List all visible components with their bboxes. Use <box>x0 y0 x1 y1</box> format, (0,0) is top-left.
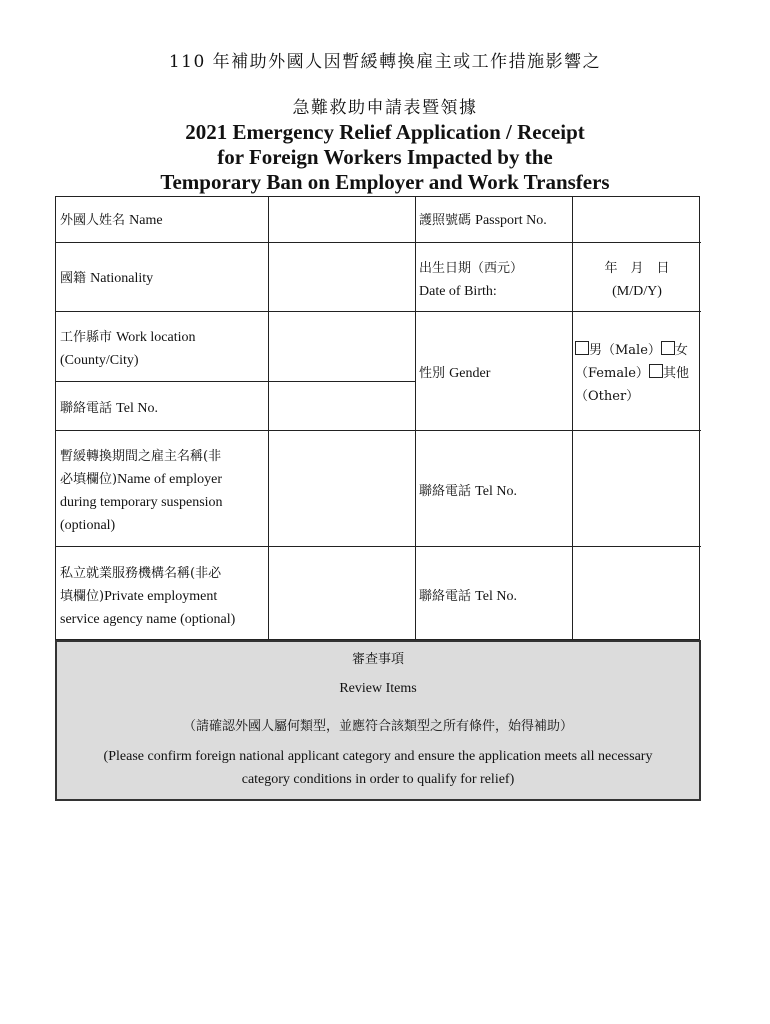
female-checkbox[interactable] <box>661 341 675 355</box>
review-heading-en: Review Items <box>339 681 417 696</box>
review-note-en-line2: category conditions in order to qualify for relief) <box>241 772 515 787</box>
employer-tel-field[interactable] <box>573 431 701 546</box>
employer-label: 暫緩轉換期間之雇主名稱(非 必填欄位)Name of employer during temporary suspension (optional) <box>60 449 223 533</box>
review-items-section <box>55 640 701 801</box>
male-label: 男（Male） <box>589 343 661 358</box>
name-field[interactable] <box>269 197 415 242</box>
title-en-line1: 2021 Emergency Relief Application / Receipt <box>185 120 585 144</box>
title-zh-line1: 110 年補助外國人因暫緩轉換雇主或工作措施影響之 <box>168 52 602 72</box>
tel-field[interactable] <box>269 382 415 430</box>
passport-field[interactable] <box>573 197 701 242</box>
employer-tel-label: 聯絡電話 Tel No. <box>419 484 517 499</box>
title-en-line2: for Foreign Workers Impacted by the <box>217 145 553 169</box>
review-heading-zh: 審查事項 <box>351 652 404 667</box>
title-en-line3: Temporary Ban on Employer and Work Transfers <box>160 170 610 194</box>
tel-label: 聯絡電話 Tel No. <box>60 401 158 416</box>
form-title <box>0 50 770 195</box>
female-label-zh: 女 <box>674 343 688 358</box>
agency-label: 私立就業服務機構名稱(非必 填欄位)Private employment service agency name (optional) <box>60 566 236 627</box>
work-location-field[interactable] <box>269 312 415 381</box>
employer-field[interactable] <box>269 431 415 546</box>
agency-field[interactable] <box>269 547 415 641</box>
other-label-en: （Other） <box>575 389 640 404</box>
work-location-label: 工作縣市 Work location (County/City) <box>60 330 196 368</box>
other-checkbox[interactable] <box>649 364 663 378</box>
agency-tel-field[interactable] <box>573 547 701 641</box>
dob-label: 出生日期（西元） Date of Birth: <box>419 261 524 299</box>
review-note-zh: （請確認外國人屬何類型，並應符合該類型之所有條件，始得補助） <box>182 719 573 734</box>
application-form-table <box>55 196 700 640</box>
gender-options <box>575 339 701 408</box>
other-label-zh: 其他 <box>662 366 689 381</box>
title-zh-line2: 急難救助申請表暨領據 <box>292 98 478 118</box>
passport-label: 護照號碼 Passport No. <box>419 213 547 228</box>
male-checkbox[interactable] <box>575 341 589 355</box>
nationality-label: 國籍 Nationality <box>60 271 154 286</box>
female-label-en: （Female） <box>575 366 649 381</box>
name-label: 外國人姓名 Name <box>60 213 163 228</box>
nationality-field[interactable] <box>269 243 415 311</box>
agency-tel-label: 聯絡電話 Tel No. <box>419 589 517 604</box>
review-note-en-line1: (Please confirm foreign national applicant category and ensure the application meets all necessary <box>103 749 653 764</box>
gender-label: 性別 Gender <box>419 366 491 381</box>
dob-field[interactable]: 年 月 日 (M/D/Y) <box>604 261 670 299</box>
